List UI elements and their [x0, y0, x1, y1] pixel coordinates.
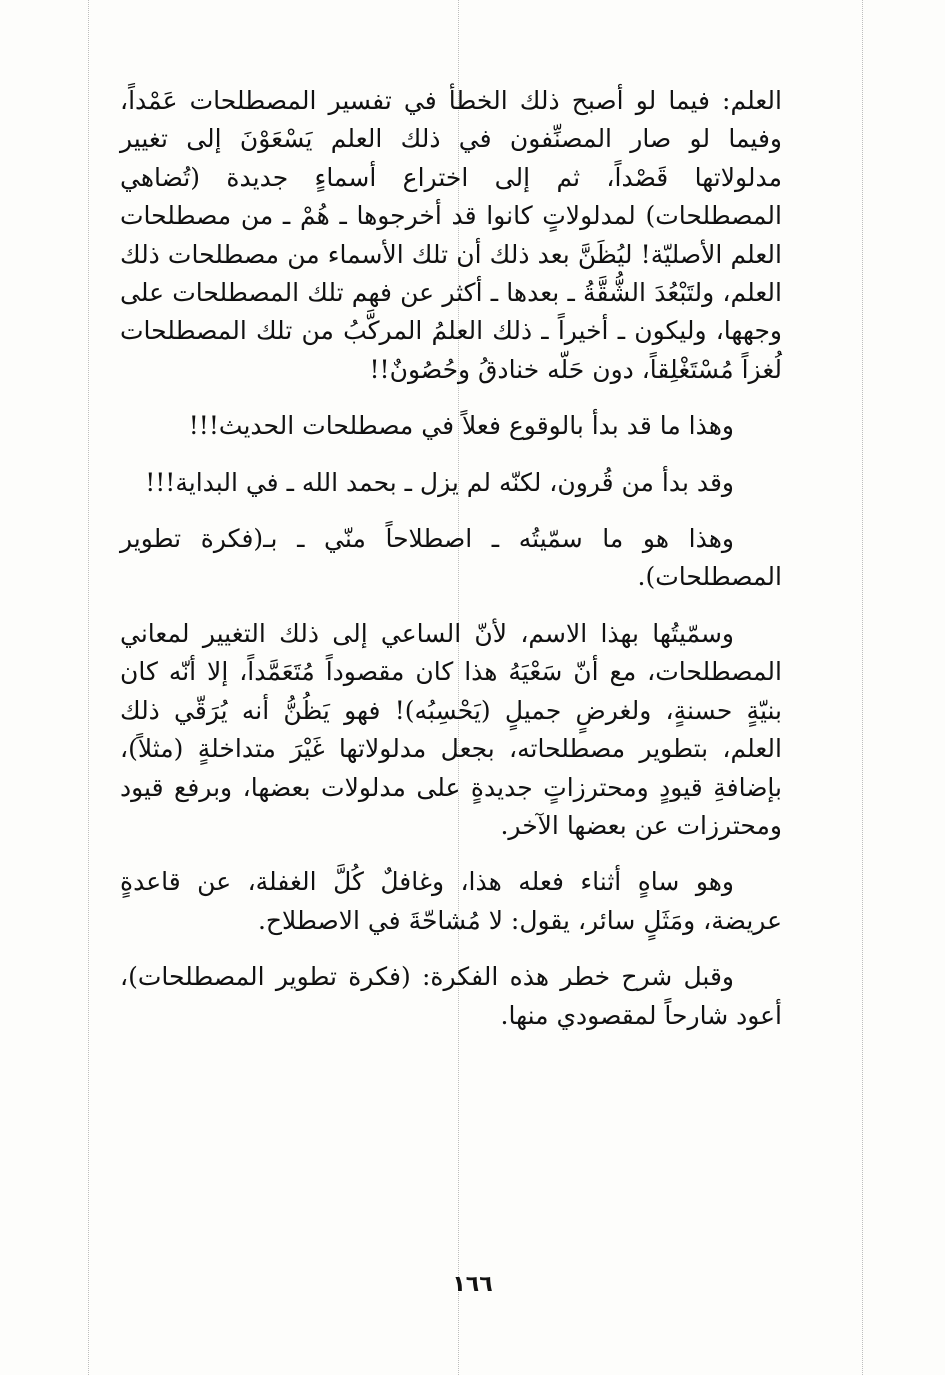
- paragraph: وهذا هو ما سمّيتُه ـ اصطلاحاً منّي ـ بـ(فكرة تطوير المصطلحات).: [120, 524, 782, 592]
- paragraph: وسمّيتُها بهذا الاسم، لأنّ الساعي إلى ذلك التغيير لمعاني المصطلحات، مع أنّ سَعْيَهُ هذا كان مقصوداً مُتَعَمَّداً، إلا أنّه كان بنيّةٍ حسنةٍ، ولغرضٍ جميلٍ (يَحْسِبُه)! فهو يَظُنُّ أنه يُرَقّي ذلك العلم، بتطوير مصطلحاته، بجعل مدلولاتها غَيْرَ متداخلةٍ (مثلاً)، بإضافةِ قيودٍ ومحترزاتٍ جديدةٍ على مدلولات بعضها، وبرفع قيود ومحترزات عن بعضها الآخر.: [120, 618, 782, 840]
- paragraph: وهو ساهٍ أثناء فعله هذا، وغافلٌ كُلَّ الغفلة، عن قاعدةٍ عريضة، ومَثَلٍ سائر، يقول: لا مُشاحّةَ في الاصطلاح.: [120, 867, 782, 935]
- body-text: [120, 82, 782, 1035]
- paragraph: وقد بدأ من قُرون، لكنّه لم يزل ـ بحمد الله ـ في البداية!!!: [145, 467, 734, 497]
- page-number: ١٦٦: [452, 1272, 493, 1297]
- paragraph: وقبل شرح خطر هذه الفكرة: (فكرة تطوير المصطلحات)، أعود شارحاً لمقصودي منها.: [120, 962, 782, 1030]
- paragraph: وهذا ما قد بدأ بالوقوع فعلاً في مصطلحات الحديث!!!: [188, 411, 734, 441]
- page-crease-right: [862, 0, 863, 1375]
- paragraph-continuation: العلم: فيما لو أصبح ذلك الخطأ في تفسير المصطلحات عَمْداً، وفيما لو صار المصنِّفون في ذلك العلم يَسْعَوْنَ إلى تغيير مدلولاتها قَصْداً، ثم إلى اختراع أسماءٍ جديدة (تُضاهي المصطلحات) لمدلولاتٍ كانوا قد أخرجوها ـ هُمْ ـ من مصطلحات العلم الأصليّة! ليُظَنَّ بعد ذلك أن تلك الأسماء من مصطلحات ذلك العلم، ولتَبْعُدَ الشُّقَّةُ ـ بعدها ـ أكثر عن فهم تلك المصطلحات على وجهها، وليكون ـ أخيراً ـ ذلك العلمُ المركَّبُ من تلك المصطلحات لُغزاً مُسْتَغْلِقاً، دون حَلّه خنادقُ وحُصُونٌ!!: [120, 86, 782, 384]
- page-crease-left: [88, 0, 89, 1375]
